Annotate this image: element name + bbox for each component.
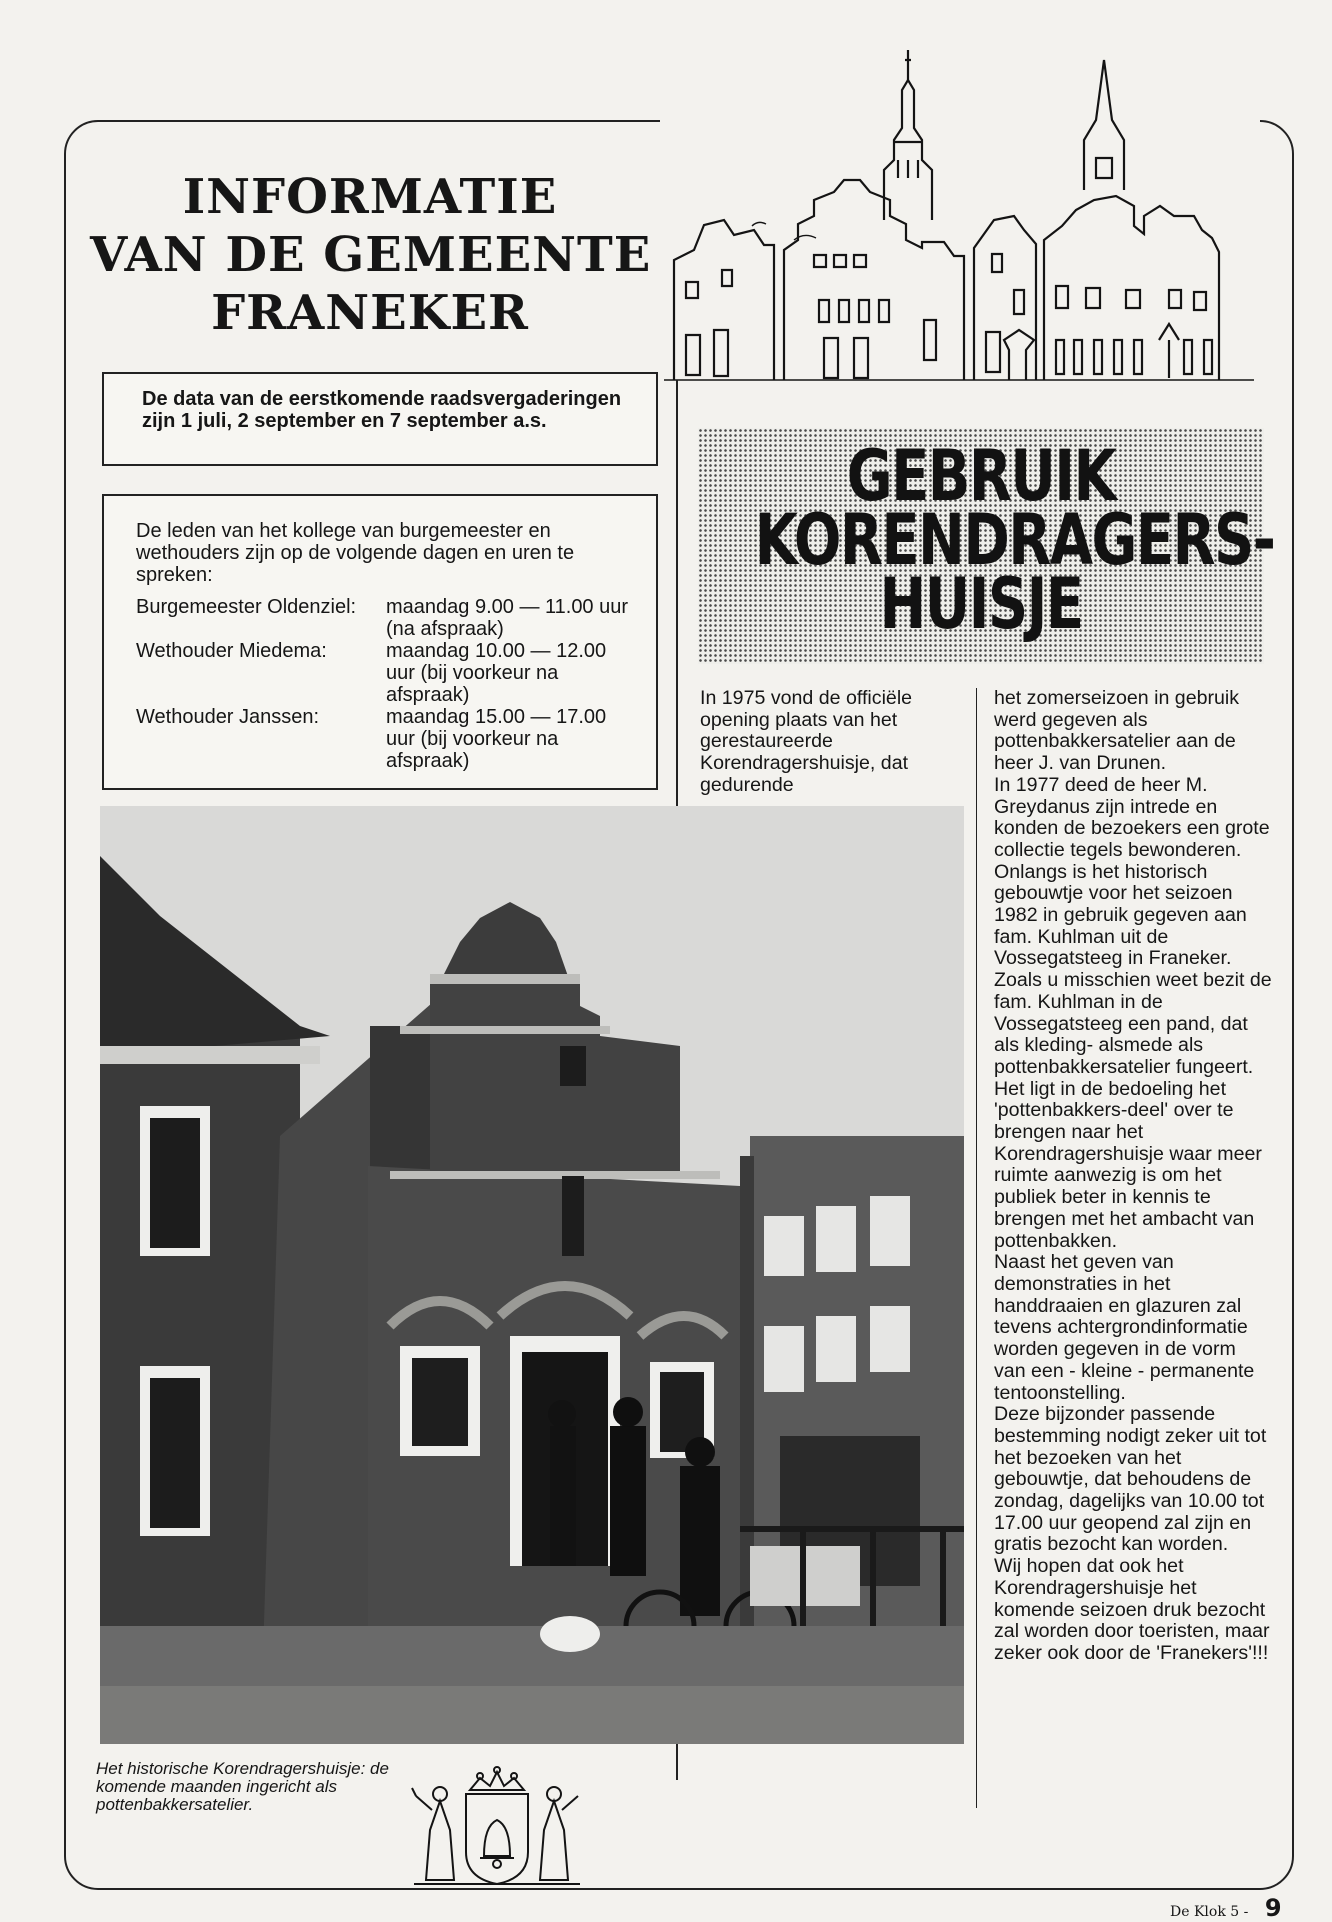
page-number: 9	[1264, 1894, 1282, 1922]
article-column-rule	[976, 688, 977, 1808]
article-title-line-3: HUISJE	[879, 563, 1083, 645]
schedule-time: maandag 9.00 — 11.00 uur (na afspraak)	[386, 596, 629, 640]
franeker-coat-of-arms	[404, 1760, 590, 1888]
schedule-row	[136, 640, 634, 706]
photo-caption: Het historische Korendragershuisje: de komende maanden ingericht als pottenbakkersatelier.	[96, 1759, 389, 1814]
article-paragraph: Naast het geven van demonstraties in het handdraaien en glazuren zal tevens achtergrondinformatie worden gegeven in de vorm van een - kleine - permanente tentoonstelling.	[994, 1251, 1255, 1404]
page-footer	[1170, 1894, 1282, 1922]
article-title	[754, 435, 1275, 645]
magazine-name: De Klok 5	[1170, 1904, 1240, 1920]
page-title	[90, 168, 650, 342]
schedule-person: Burgemeester Oldenziel:	[136, 596, 357, 618]
article-paragraph: In 1975 vond de officiële opening plaats van het gerestaureerde Korendragershuisje, dat gedurende	[700, 687, 913, 796]
article-paragraph: Deze bijzonder passende bestemming nodigt zeker uit tot het bezoeken van het gebouwtje, dat behoudens de zondag, dagelijks van 10.00 tot 17.00 uur geopend zal zijn en gratis bezocht kan worden.	[994, 1403, 1267, 1556]
page-title-line-2: VAN DE GEMEENTE	[90, 227, 652, 283]
schedule-person: Wethouder Miedema:	[136, 640, 327, 662]
council-meeting-text: De data van de eerstkomende raadsvergaderingen zijn 1 juli, 2 september en 7 september a.s.	[142, 388, 622, 432]
article-paragraph: het zomerseizoen in gebruik werd gegeven als pottenbakkersatelier aan de heer J. van Drunen.	[994, 687, 1240, 775]
schedule-time: maandag 15.00 — 17.00 uur (bij voorkeur na afspraak)	[386, 706, 607, 772]
schedule-time: maandag 10.00 — 12.00 uur (bij voorkeur na afspraak)	[386, 640, 607, 706]
office-hours-schedule	[136, 596, 634, 772]
page-title-line-1: INFORMATIE	[182, 169, 558, 225]
article-column-1	[700, 688, 962, 797]
korendragershuisje-photo	[100, 806, 964, 1744]
schedule-row	[136, 706, 634, 772]
office-hours-box	[102, 494, 658, 790]
council-meeting-notice	[102, 372, 658, 466]
article-paragraph: Wij hopen dat ook het Korendragershuisje het komende seizoen druk bezocht zal worden door toeristen, maar zeker ook door de 'Franekers'!!!	[994, 1555, 1270, 1664]
article-column-2	[994, 688, 1272, 1665]
office-hours-intro: De leden van het kollege van burgemeester en wethouders zijn op de volgende dagen en uren te spreken:	[136, 520, 575, 586]
schedule-person: Wethouder Janssen:	[136, 706, 320, 728]
article-paragraph: Zoals u misschien weet bezit de fam. Kuhlman in de Vossegatsteeg een pand, dat als kleding- alsmede als pottenbakkersatelier fungeert.	[994, 969, 1272, 1078]
article-title-line-2: KORENDRAGERS-	[754, 499, 1275, 581]
schedule-row	[136, 596, 634, 640]
town-skyline-drawing	[664, 20, 1254, 420]
footer-separator: -	[1243, 1904, 1249, 1920]
page-title-line-3: FRANEKER	[211, 285, 529, 341]
article-paragraph: In 1977 deed de heer M. Greydanus zijn intrede en konden de bezoekers een grote collectie tegels bewonderen. Onlangs is het historisch gebouwtje voor het seizoen 1982 in gebruik gegeven aan fam. Kuhlman uit de Vossegatsteeg in Franeker.	[994, 773, 1270, 970]
article-title-line-1: GEBRUIK	[846, 435, 1116, 517]
article-paragraph: Het ligt in de bedoeling het 'pottenbakkers-deel' over te brengen naar het Korendragershuisje waar meer ruimte aanwezig is om het publiek beter in kennis te brengen met het ambacht van pottenbakken.	[994, 1077, 1262, 1252]
